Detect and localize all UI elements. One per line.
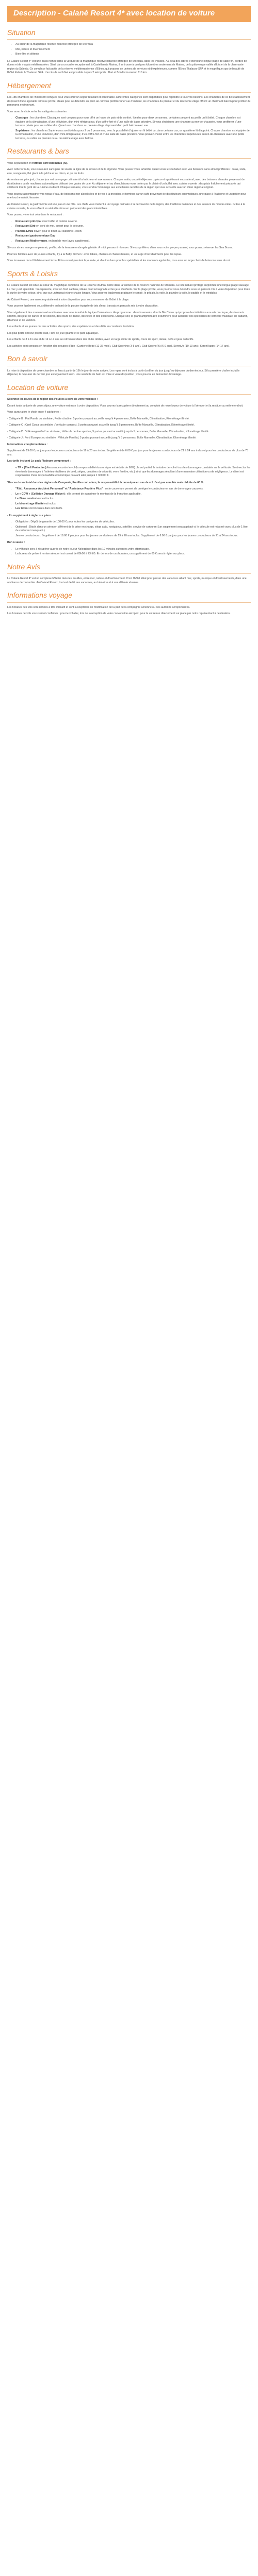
- section-heading-situation: Situation: [7, 27, 251, 40]
- section-heading-location: Location de voiture: [7, 382, 251, 395]
- notre-avis-text: Le Calané Resort 4* est un complexe hôtelier dans les Pouilles, entre mer, nature et divertissement. C'est l'hôtel idéal pour passer des vacances alliant mer, sports, musique et divertissements, dans une ambiance décontractée. Au Calané Resort, tout est dédié aux vacances, au bien-être et à une détente absolue.: [7, 577, 247, 584]
- restaurants-text: Avec cette formule, vous savourez sans plus de soucis la ligne de la saveur et de la légèreté. Vous pouvez vous rafraîchir quand vous le souhaitez avec vos boissons sans alcool préférées : colas, soda, eau, orangeade, thé glacé à la pêche et au citron, et jus de fruits.: [7, 168, 247, 175]
- list-item: • Mer, nature et divertissement: [15, 48, 251, 52]
- venue-name: Restaurant gastronomique Dap: [15, 234, 56, 238]
- tarif-desc: ; elle permet de supprimer le montant de la franchise applicable.: [64, 492, 142, 496]
- sports-text: Le Calané Resort est situé au cœur du magnifique complexe de la Réserve d'Ethra, niché dans la verdure de la réserve naturelle de Stornara. Ce site naturel protégé surplombe une longue plage sauvage. La mer y est splendide : transparente, avec un fond sableux, idéale pour la baignade et les jeux d'enfants. Sur la plage privée, vous pourrez vous détendre sous un parasol mis à votre disposition pour toute la durée de votre séjour, ainsi que sur un transat et une chaise longue. Vous pourrez également pratiquer le canoë, le pédalo, la voile, la planche à voile, le paddle et le windgliss.: [7, 284, 250, 295]
- venue-item: [15, 230, 251, 234]
- section-situation: [7, 27, 251, 75]
- tarif-note: *En cas de vol total dans les régions de Campanie, Pouilles ou Latium, la responsabilité économique en cas de vol n'est pas annulée mais réduite de 60 %.: [7, 481, 204, 484]
- venue-list: [7, 220, 251, 244]
- room-name: Classique: [15, 116, 28, 120]
- tarif-list: [7, 487, 251, 511]
- venue-name: Restaurant Sirò: [15, 225, 36, 228]
- tarif-item: [15, 507, 251, 511]
- section-heading-bon-a-savoir: Bon à savoir: [7, 353, 251, 366]
- venue-item: [15, 225, 251, 229]
- room-desc: : les chambres Supérieures sont idéales pour 2 ou 3 personnes, avec la possibilité d'ajouter un lit bébé ou, dans certains cas, un quatrième lit d'appoint. Chaque chambre est équipée de la climatisation, d'une télévision, d'un mini-réfrigérateur, d'un coffre-fort et d'une salle de bains privative. Vous pouvez choisir entre les chambres Supérieures au rez-de-chaussée avec une petite terrasse, ou celles au premier ou au deuxième étage avec balcon.: [15, 129, 250, 140]
- car-category: - Catégorie J : Ford Ecosport ou similaire ; Véhicule Familial, 5 portes pouvant accueillir jusqu'à 5 personnes, Boîte Manuelle, Climatisation, Kilométrage illimité.: [7, 436, 197, 440]
- info-title: Informations complémentaires :: [7, 443, 48, 446]
- tarif-item: [15, 493, 251, 497]
- section-location: [7, 382, 251, 556]
- location-bon-list: [7, 548, 251, 556]
- sports-text: Vivez également des moments extraordinaires avec une formidable équipe d'animateurs. Au programme : divertissements, dont le Bio Circus qui propose des initiations aux arts du cirque, des tournois sportifs, des jeux de cartes et de société, des cours de danse, des fêtes et des excursions. Chaque soir, le grand amphithéâtre s'illuminera pour accueillir des spectacles de comédie musicale, de cabaret, d'humour et de variétés.: [7, 311, 248, 322]
- room-list: [7, 116, 251, 141]
- car-category: - Catégorie C : Opel Corsa ou similaire ; Véhicule compact, 5 portes pouvant accueillir jusqu'à 5 personnes, Boîte Manuelle, Climatisation, Kilométrage illimité.: [7, 423, 195, 427]
- infos-text: Les horaires de vols vous seront confirmés : pour le vol aller, lors de la réception de votre convocation aéroport, pour le vol retour directement sur place par notre représentant à destination.: [7, 612, 231, 616]
- venue-name: Restaurant principal: [15, 219, 42, 223]
- situation-bullets: [7, 43, 251, 57]
- list-item: • Jeunes conducteurs : Supplément de 19.00 € par jour pour les jeunes conducteurs de 19 à 20 ans inclus. Supplément de 6.00 € par jour pour les jeunes conducteurs de 21 à 24 ans inclus.: [15, 534, 251, 538]
- tarif-item: [15, 466, 251, 478]
- restaurants-intro-prefix: Vous séjournerez en: [7, 161, 33, 165]
- room-item: [15, 116, 251, 128]
- section-restaurants: [7, 146, 251, 263]
- optional-list: [7, 520, 251, 538]
- situation-text: Le Calané Resort 4* est une oasis nichée dans la verdure de la magnifique réserve naturelle protégée de Stornara, dans les Pouilles. Au-delà des arbres s'étend une longue plage de sable fin, bordée de dunes et de maquis méditerranéen. Situé dans un cadre exceptionnel, à Castellaneta Marina, il se trouve à quelques kilomètres seulement de Matera, de la pittoresque vallée d'Itria et de la charmante région du Salento. Ce complexe fait partie de la réserve méditerranéenne d'Ethos, qui propose un univers de services et d'expériences, comme l'Ethos Thalasso SPA et le magnifique spa de beauté de l'hôtel Kalaria & Thalasso SPA. L'accès de cet hôtel est possible depuis 2 aéroports : Bari et Brindisi à environ 110 km.: [7, 59, 247, 75]
- hebergement-choose: Vous aurez le choix entre les catégories suivantes :: [7, 110, 68, 113]
- tarif-desc: sont incluses dans nos tarifs.: [27, 507, 63, 511]
- sports-text: Au Calané Resort, une navette gratuite est à votre disposition pour vous emmener de l'hôtel à la plage.: [7, 298, 130, 301]
- venue-desc: ouvert pour le dîner, au Islandino Resort.: [33, 229, 83, 233]
- section-heading-restaurants: Restaurants & bars: [7, 146, 251, 158]
- tarif-name: Les taxes: [15, 507, 28, 511]
- tarif-item: [15, 497, 251, 501]
- list-item: • La bureau de présent remise aéroport est ouvert de 08h00 à 23h00. En dehors de ces horaires, un supplément de 60 € sera à régler sur place.: [15, 552, 251, 556]
- restaurants-text: Vous pouvez accompagner vos repas d'eau, de boissons non alcoolisées et de vin à la pression, et terminer par un café provenant de distributeurs automatiques, une glace à l'italienne et un goûter pour une touche rafraîchissante.: [7, 192, 246, 200]
- list-item: • Le véhicule sera à récupérer auprès de notre loueur Noleggiare dans les 19 minutes suivantes votre atterrissage.: [15, 548, 251, 552]
- location-lead: Sillonnez les routes de la région des Pouilles à bord de votre véhicule !: [7, 398, 98, 401]
- page-title: Description - Calané Resort 4* avec location de voiture: [7, 6, 251, 22]
- list-item: • Bien-être et détente: [15, 53, 251, 57]
- bon-a-savoir-text: La mise à disposition de votre chambre se fera à partir de 16h le jour de votre arrivée. Les repas sont inclus à partir du dîner du jour jusqu'au déjeuner du dernier jour. Si la première chaîne inclut le déjeuner, le déjeuner du dernier jour est également servi. Une serviette de bain est mise à votre disposition ; vous pouvez en demander davantage.: [7, 369, 240, 377]
- car-category: - Catégorie B : Fiat Panda ou similaire ; Petite citadine, 5 portes pouvant accueillir jusqu'à 4 personnes, Boîte Manuelle, Climatisation, Kilométrage illimité.: [7, 417, 190, 420]
- tarif-name: Le 2ème conducteur: [15, 497, 42, 501]
- section-bon-a-savoir: [7, 353, 251, 377]
- section-heading-informations-voyage: Informations voyage: [7, 590, 251, 602]
- restaurants-text: Si vous aimez manger en plein air, profitez de la terrasse ombragée géniale. À midi, pensez à réserver. Si vous préférez dîner sous votre propre parasol, vous pouvez réserver les Sea Boxes.: [7, 246, 233, 250]
- tarif-desc: est inclus.: [43, 502, 57, 505]
- section-hebergement: [7, 80, 251, 141]
- restaurants-text: Pour les familles avec de jeunes enfants, il y a la Baby Kitchen : avec tables, chaises et chaises hautes, et un large choix d'aliments pour les repas.: [7, 252, 182, 256]
- tarif-desc: : cette couverture permet de protéger le conducteur en cas de dommages corporels.: [103, 487, 204, 491]
- restaurants-text: Vous trouverez dans l'établissement le bar Ethra ouvert pendant la journée, et d'autres bars pour les spécialités et les moments agréables, tous avec un large choix de boissons sans alcool.: [7, 259, 231, 263]
- restaurants-intro: [7, 162, 251, 166]
- tarif-name: Le « CDW » (Collision Damage Waiver): [15, 492, 65, 496]
- location-text: Vous aurez alors le choix entre 4 catégories :: [7, 411, 61, 414]
- info-text: Supplément de 19.00 € par jour pour les jeunes conducteurs de 19 à 20 ans inclus. Supplément de 6.00 € par jour pour les jeunes conducteurs de 21 à 24 ans inclus et pour les conducteurs de plus de 75 ans.: [7, 449, 248, 456]
- tarif-item: [15, 502, 251, 506]
- section-heading-notre-avis: Notre Avis: [7, 562, 251, 574]
- car-category: - Catégorie D : Volkswagen Golf ou similaire ; Véhicule berline sportive, 5 portes pouvant accueillir jusqu'à 5 personnes, Boîte Manuelle, Climatisation, Kilométrage illimité.: [7, 430, 209, 433]
- tarif-name: Le kilométrage illimité: [15, 502, 44, 505]
- venue-item: [15, 240, 251, 244]
- infos-text: Les horaires des vols sont donnés à titre indicatif et sont susceptibles de modification de la part de la compagnie aérienne ou des autorités aéroportuaires.: [7, 605, 190, 609]
- venue-desc: en bord de mer, ouvert pour le déjeuner.: [35, 225, 84, 228]
- tarif-list: [7, 466, 251, 478]
- tarif-item: [15, 487, 251, 492]
- room-name: Supérieure: [15, 129, 30, 132]
- list-item: • Optionnel : Dépôt dans un aéroport différent de la prise en charge, siège auto, navigateur, satellite, service de carburant (un supplément sera appliqué si le véhicule est retourné avec plus de 1 litre de carburant manquant.): [15, 526, 251, 533]
- room-item: [15, 129, 251, 141]
- tarif-desc: est inclus: [41, 497, 54, 501]
- list-item: • Au cœur de la magnifique réserve naturelle protégée de Stornara: [15, 43, 251, 47]
- venue-item: [15, 220, 251, 224]
- hebergement-intro: Les 185 chambres de l'hôtel sont conçues pour vous offrir un séjour relaxant et confortable. Différentes catégories sont disponibles pour répondre à tous vos besoins. Les chambres de ce bel établissement disposent d'une agréable terrasse privée, idéale pour se détendre en plein air. Si vous préférez une vue d'en haut, les chambres du premier et du deuxième étage offrent un charmant balcon pour profiter du panorama environnant.: [7, 96, 251, 107]
- section-notre-avis: [7, 562, 251, 585]
- tarif-name: "P.A.I. Assurance Accident Personnel" et "Assistance Routière Plus": [15, 487, 103, 491]
- venue-desc: avec buffet et cuisine ouverte.: [41, 219, 78, 223]
- tarif-title: Les tarifs incluent Le pack Platinum comprenant :: [7, 460, 71, 463]
- list-item: • Obligatoire : Dépôt de garantie de 100.00 € pour toutes les catégories de véhicules.: [15, 520, 251, 524]
- venue-desc: , en bord de mer (avec supplément).: [47, 239, 90, 243]
- restaurants-text: Vous pouvez vivre tout cela dans le restaurant :: [7, 213, 64, 217]
- location-text: Durant toute la durée de votre séjour, une voiture est mise à votre disposition. Vous pourrez la récupérer directement au comptoir de notre loueur de voiture à l'aéroport et la restituer au même endroit.: [7, 404, 244, 408]
- sports-text: Les enfants de 3 à 11 ans et de 14 à 17 ans se retrouvent dans des clubs dédiés, avec un large choix de sports, cours de sport, danse, défis et jeux collectifs.: [7, 338, 194, 342]
- sports-text: Les enfants et les jeunes ont des activités, des sports, des expériences et des défis en constante évolution.: [7, 325, 135, 329]
- tarif-name: « TP » (Theft Protection): [15, 466, 46, 469]
- sports-text: Les plus petits ont leur propre club, l'aire de jeux géante et le parc aquatique.: [7, 331, 99, 335]
- section-sports: [7, 268, 251, 349]
- room-desc: : les chambres Classiques sont conçues pour vous offrir un havre de paix et de confort. Idéales pour deux personnes, certaines peuvent accueillir un lit bébé. Chaque chambre est équipée de la climatisation, d'une télévision, d'un mini-réfrigérateur, d'un coffre-fort et d'une salle de bains privative. Si vous choisissez une chambre au rez-de-chaussée, vous profiterez d'une terrasse privée pour vous détendre. Quant aux chambres au premier étage disposent d'un petit balcon avec vue.: [15, 116, 241, 128]
- section-informations-voyage: [7, 590, 251, 616]
- optional-title: - En supplément à régler sur place :: [7, 514, 53, 517]
- venue-name: Restaurant Mediterraneo: [15, 239, 47, 243]
- formula-label: formule soft tout inclus (AI).: [32, 161, 68, 165]
- sports-text: Vous pourrez également vous détendre au bord de la piscine équipée de jets d'eau, transats et parasols mis à votre disposition.: [7, 304, 158, 308]
- sports-text: Les activités sont conçues en fonction des groupes d'âge : Garderie Bébé (12-36 mois), Club Serenino (3-5 ans), Club SerenoPiù (6-9 ans), SerenUp (10-13 ans), SerenHappy (14-17 ans).: [7, 344, 230, 348]
- location-bon-title: Bon à savoir :: [7, 541, 25, 545]
- venue-name: Pizzeria Ethra: [15, 229, 34, 233]
- tarif-desc: Assurance contre le vol (la responsabilité économique est réduite de 60%) ; le vol partiel, la tentative de vol et tous les dommages constatés sur le véhicule. Sont exclus les éventuels dommages à l'intérieur (taillieres de bord, sièges, cendriers de sécurité, verre fenêtre, etc.) ainsi que les dommages résultant d'une mauvaise utilisation ou de négligence. Le client est responsable d'une responsabilité économique pouvant aller jusqu'à 1 300.00 €.: [15, 466, 251, 478]
- restaurants-text: Au Calané Resort, la gastronomie est une joie et une fête. Les chefs vous invitent à un voyage culinaire à la découverte de la région, des traditions italiennes et des saveurs du monde entier. Grâce à la cuisine ouverte, ils vous offrent un véritable show en préparant des plats irrésistibles.: [7, 202, 245, 210]
- section-heading-sports: Sports & Loisirs: [7, 268, 251, 281]
- venue-item: [15, 234, 251, 239]
- section-heading-hebergement: Hébergement: [7, 80, 251, 93]
- restaurants-text: Au restaurant principal, chaque jour est un voyage culinaire à la fraîcheur et aux saveurs. Chaque matin, un petit-déjeuner copieux et appétissant vous attend, avec des boissons chaudes provenant de distributeurs ou de machines automatiques utilisant des grains de café. Au déjeuner et au dîner, laissez-vous tenter par le plaisir d'un buffet avec cuisine ouverte : des plats fraîchement préparés qui célèbrent tout le goût de la cuisine en direct. Chaque semaine, vous rendrez hommage aux excellentes recettes de la région qui vous accueille avec un dîner régional original.: [7, 178, 245, 190]
